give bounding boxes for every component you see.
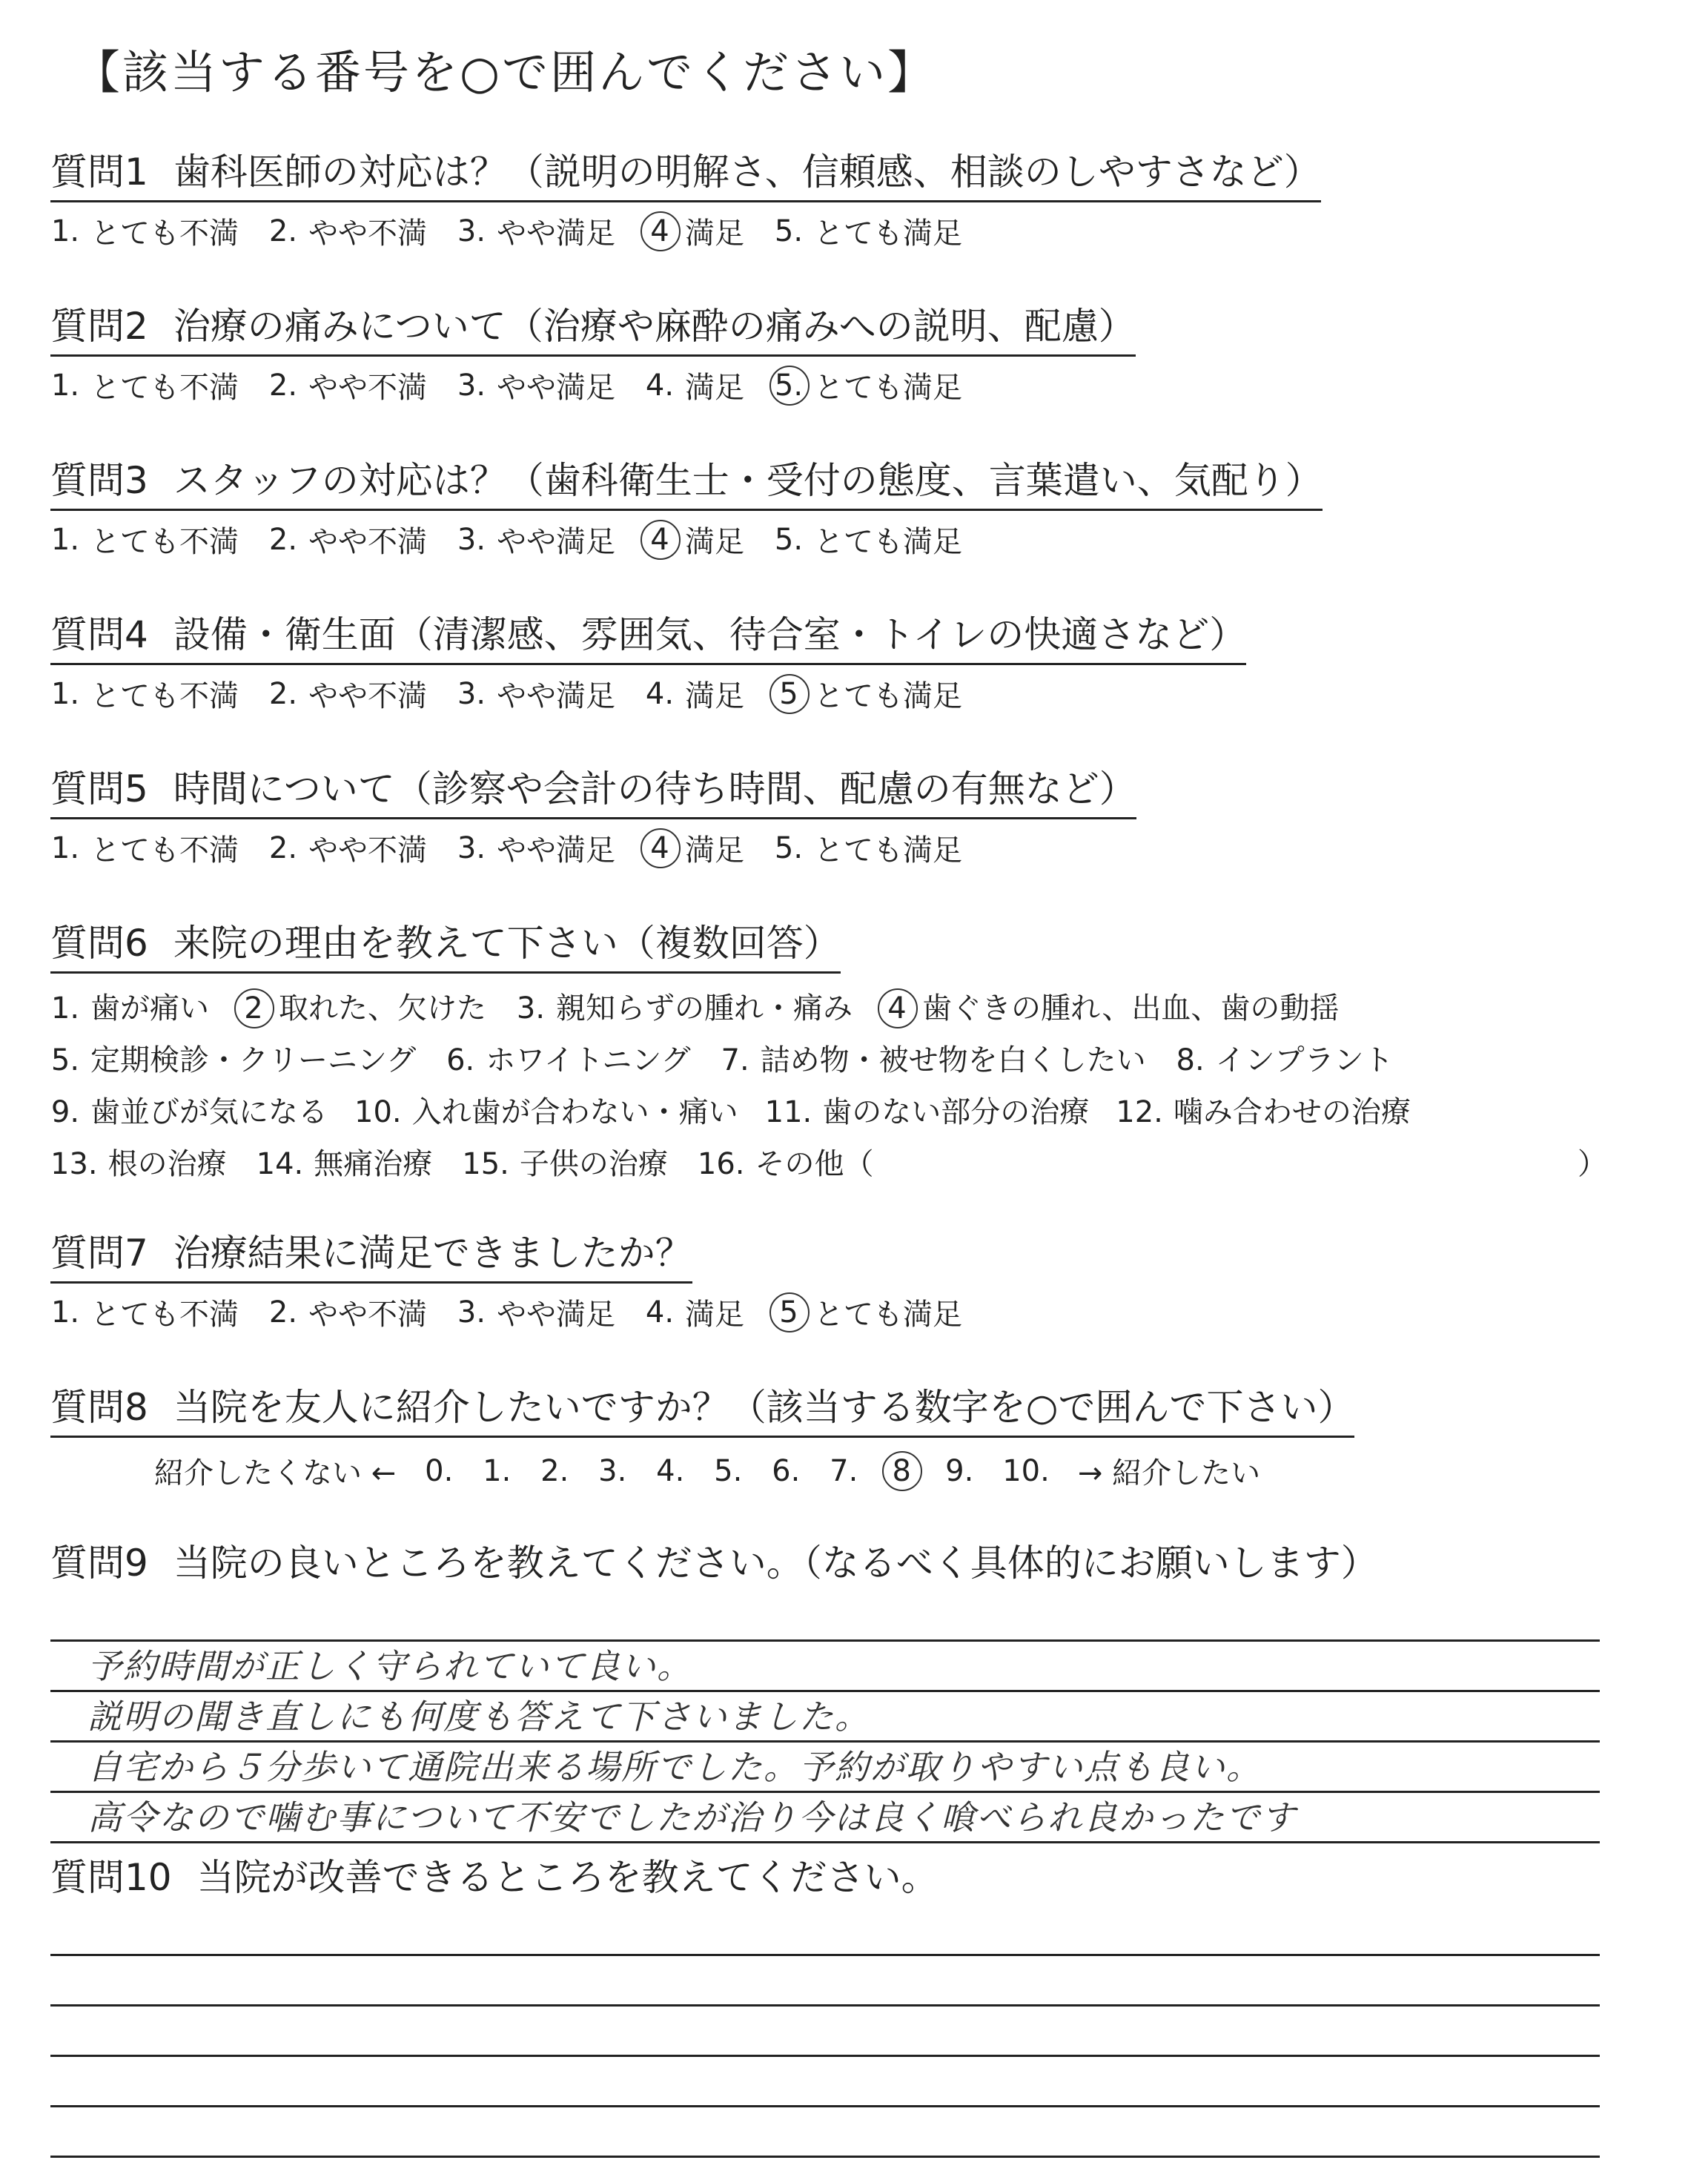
option-1[interactable]: 1. とても不満	[50, 368, 239, 405]
other-blank[interactable]	[904, 1138, 1549, 1190]
reason-14[interactable]: 14. 無痛治療	[256, 1147, 433, 1181]
question-text: 設備・衛生面（清潔感、雰囲気、待合室・トイレの快適さなど）	[173, 613, 1247, 656]
answer-options	[50, 518, 1666, 561]
reason-16-other[interactable]: 16. その他（	[697, 1147, 874, 1181]
handwritten-answer: 自宅から５分歩いて通院出来る場所でした。予約が取りやすい点も良い。	[87, 1747, 1262, 1787]
option-5-selected[interactable]: 5 とても満足	[774, 673, 962, 715]
question-1	[50, 142, 1666, 252]
circled-mark: 4	[645, 831, 675, 865]
answer-line[interactable]	[50, 1692, 1600, 1743]
answer-lines	[50, 1591, 1600, 1843]
scale-6[interactable]: 6.	[772, 1453, 801, 1488]
answer-line[interactable]	[50, 2107, 1600, 2158]
recommend-scale	[50, 1450, 1666, 1492]
question-heading	[50, 759, 1136, 819]
reason-9[interactable]: 9. 歯並びが気になる	[50, 1095, 328, 1129]
question-number: 質問7	[50, 1232, 148, 1275]
option-1[interactable]: 1. とても不満	[50, 522, 239, 559]
circled-mark: 4	[882, 982, 912, 1034]
reason-row	[50, 982, 1666, 1034]
answer-options	[50, 1291, 1666, 1333]
question-number: 質問8	[50, 1386, 148, 1429]
question-text: 治療の痛みについて（治療や麻酔の痛みへの説明、配慮）	[173, 305, 1136, 348]
option-2[interactable]: 2. やや不満	[268, 214, 427, 251]
answer-line[interactable]	[50, 2057, 1600, 2107]
scale-1[interactable]: 1.	[483, 1453, 512, 1488]
option-3[interactable]: 3. やや満足	[457, 368, 615, 405]
answer-line[interactable]	[50, 1591, 1600, 1642]
circled-mark: 5	[774, 1295, 804, 1330]
question-8	[50, 1378, 1666, 1492]
reason-15[interactable]: 15. 子供の治療	[462, 1147, 668, 1181]
scale-9[interactable]: 9.	[945, 1453, 974, 1488]
answer-options	[50, 827, 1666, 869]
question-9	[50, 1533, 1666, 1843]
answer-options	[50, 673, 1666, 715]
scale-8-selected[interactable]: 8	[887, 1454, 916, 1488]
option-5[interactable]: 5. とても満足	[774, 214, 962, 251]
option-1[interactable]: 1. とても不満	[50, 1295, 239, 1332]
reason-row	[50, 1086, 1666, 1138]
question-3	[50, 451, 1666, 561]
option-2[interactable]: 2. やや不満	[268, 676, 427, 713]
reason-13[interactable]: 13. 根の治療	[50, 1147, 227, 1181]
question-heading	[50, 1378, 1354, 1438]
reason-8[interactable]: 8. インプラント	[1176, 1043, 1394, 1077]
question-5	[50, 759, 1666, 869]
reason-10[interactable]: 10. 入れ歯が合わない・痛い	[354, 1095, 738, 1129]
reason-11[interactable]: 11. 歯のない部分の治療	[764, 1095, 1090, 1129]
handwritten-answer: 高令なので噛む事について不安でしたが治り今は良く喰べられ良かったです	[87, 1797, 1297, 1837]
circled-mark: 5.	[774, 368, 804, 403]
option-3[interactable]: 3. やや満足	[457, 522, 615, 559]
option-2[interactable]: 2. やや不満	[268, 368, 427, 405]
scale-right-label: → 紹介したい	[1077, 1456, 1261, 1490]
answer-lines	[50, 1906, 1600, 2158]
question-text: 時間について（診察や会計の待ち時間、配慮の有無など）	[173, 767, 1136, 810]
scale-5[interactable]: 5.	[714, 1453, 743, 1488]
reason-1[interactable]: 1. 歯が痛い	[50, 991, 209, 1025]
question-heading	[50, 1533, 1378, 1591]
scale-10[interactable]: 10.	[1002, 1453, 1050, 1488]
option-5-selected[interactable]: 5 とても満足	[774, 1291, 962, 1333]
question-10	[50, 1848, 1666, 2158]
circled-mark: 2	[239, 982, 268, 1034]
reason-2-selected[interactable]: 2 取れた、欠けた	[239, 982, 486, 1034]
question-heading	[50, 914, 841, 974]
question-number: 質問9	[50, 1542, 148, 1585]
handwritten-answer: 予約時間が正しく守られていて良い。	[87, 1646, 692, 1686]
option-2[interactable]: 2. やや不満	[268, 522, 427, 559]
option-5[interactable]: 5. とても満足	[774, 830, 962, 868]
answer-line[interactable]	[50, 1793, 1600, 1843]
question-number: 質問4	[50, 613, 148, 656]
option-3[interactable]: 3. やや満足	[457, 1295, 615, 1332]
circled-mark: 5	[774, 677, 804, 711]
option-4-selected[interactable]: 4 満足	[645, 518, 744, 561]
option-3[interactable]: 3. やや満足	[457, 676, 615, 713]
question-number: 質問6	[50, 922, 148, 965]
reason-3[interactable]: 3. 親知らずの腫れ・痛み	[516, 991, 853, 1025]
answer-line[interactable]	[50, 1906, 1600, 1956]
question-text: スタッフの対応は？（歯科衛生士・受付の態度、言葉遣い、気配り）	[173, 459, 1323, 502]
question-number: 質問10	[50, 1856, 172, 1899]
question-2	[50, 297, 1666, 406]
option-3[interactable]: 3. やや満足	[457, 830, 615, 868]
scale-left-label: 紹介したくない ←	[154, 1456, 397, 1490]
option-4[interactable]: 4. 満足	[645, 1295, 744, 1332]
question-heading	[50, 1223, 692, 1284]
circled-mark: 4	[645, 214, 675, 248]
option-5-selected[interactable]: 5. とても満足	[774, 368, 962, 405]
option-4[interactable]: 4. 満足	[645, 676, 744, 713]
reason-row	[50, 1138, 1607, 1190]
question-heading	[50, 605, 1246, 665]
scale-4[interactable]: 4.	[656, 1453, 685, 1488]
scale-3[interactable]: 3.	[598, 1453, 627, 1488]
question-number: 質問3	[50, 459, 148, 502]
question-6	[50, 914, 1666, 1190]
scale-2[interactable]: 2.	[540, 1453, 569, 1488]
option-4-selected[interactable]: 4 満足	[645, 827, 744, 869]
reason-7[interactable]: 7. 詰め物・被せ物を白くしたい	[721, 1043, 1146, 1077]
option-1[interactable]: 1. とても不満	[50, 214, 239, 251]
reason-row	[50, 1034, 1666, 1086]
reason-options	[50, 982, 1666, 1190]
question-text: 治療結果に満足できましたか？	[173, 1232, 692, 1275]
answer-line[interactable]	[50, 1743, 1600, 1793]
answer-line[interactable]	[50, 2007, 1600, 2057]
reason-4-selected[interactable]: 4 歯ぐきの腫れ、出血、歯の動揺	[882, 982, 1339, 1034]
question-text: 来院の理由を教えて下さい（複数回答）	[173, 922, 841, 965]
question-heading	[50, 297, 1136, 357]
question-text: 当院が改善できるところを教えてください。	[196, 1856, 939, 1899]
option-1[interactable]: 1. とても不満	[50, 676, 239, 713]
reason-6[interactable]: 6. ホワイトニング	[446, 1043, 691, 1077]
handwritten-answer: 説明の聞き直しにも何度も答えて下さいました。	[87, 1697, 870, 1737]
page-title: 【該当する番号を○で囲んでください】	[74, 45, 936, 99]
answer-line[interactable]	[50, 1956, 1600, 2007]
option-3[interactable]: 3. やや満足	[457, 214, 615, 251]
scale-7[interactable]: 7.	[830, 1453, 858, 1488]
option-2[interactable]: 2. やや不満	[268, 830, 427, 868]
scale-0[interactable]: 0.	[425, 1453, 454, 1488]
answer-line[interactable]	[50, 1642, 1600, 1692]
option-1[interactable]: 1. とても不満	[50, 830, 239, 868]
reason-12[interactable]: 12. 噛み合わせの治療	[1116, 1095, 1411, 1129]
question-heading	[50, 1848, 939, 1906]
answer-options	[50, 364, 1666, 406]
other-close-paren: ）	[1578, 1147, 1607, 1181]
question-heading	[50, 451, 1323, 511]
question-number: 質問1	[50, 151, 148, 194]
answer-options	[50, 210, 1666, 252]
reason-5[interactable]: 5. 定期検診・クリーニング	[50, 1043, 417, 1077]
option-5[interactable]: 5. とても満足	[774, 522, 962, 559]
circled-mark: 4	[645, 523, 675, 557]
question-text: 歯科医師の対応は？（説明の明解さ、信頼感、相談のしやすさなど）	[173, 151, 1321, 194]
option-4[interactable]: 4. 満足	[645, 368, 744, 405]
question-number: 質問5	[50, 767, 148, 810]
question-7	[50, 1223, 1666, 1333]
question-text: 当院を友人に紹介したいですか？（該当する数字を○で囲んで下さい）	[173, 1386, 1355, 1429]
question-text: 当院の良いところを教えてください。（なるべく具体的にお願いします）	[173, 1542, 1378, 1585]
option-4-selected[interactable]: 4 満足	[645, 210, 744, 252]
question-number: 質問2	[50, 305, 148, 348]
question-heading	[50, 142, 1321, 202]
option-2[interactable]: 2. やや不満	[268, 1295, 427, 1332]
question-4	[50, 605, 1666, 715]
